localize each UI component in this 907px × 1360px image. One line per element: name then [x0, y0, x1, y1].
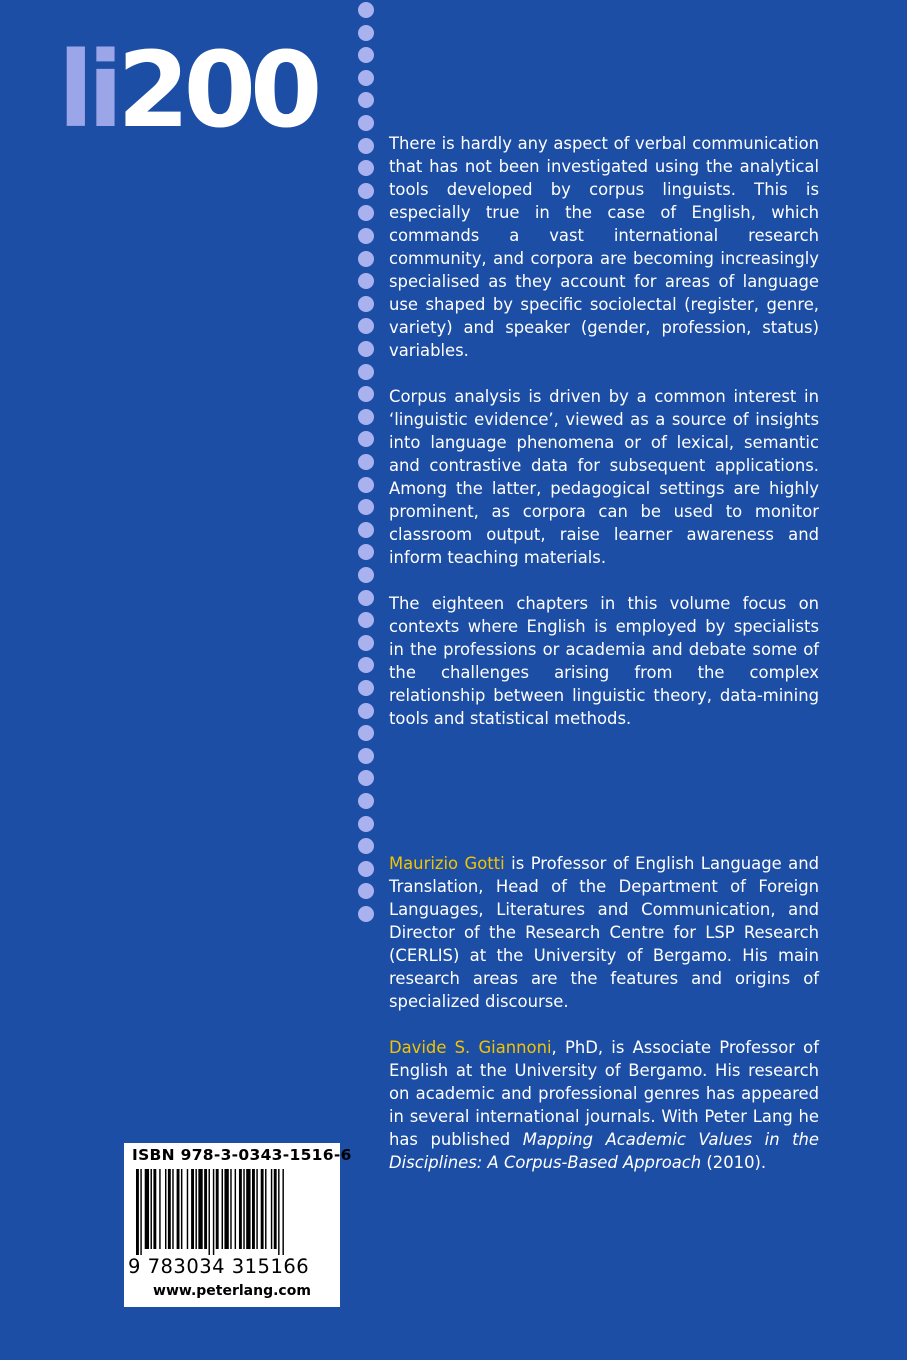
decorative-dot: [358, 47, 374, 63]
decorative-dot: [358, 477, 374, 493]
decorative-dot: [358, 770, 374, 786]
barcode-bar: [168, 1169, 171, 1249]
series-logo-prefix: li: [58, 29, 118, 151]
series-logo: [58, 29, 317, 151]
barcode-bar: [181, 1169, 182, 1249]
series-logo-number: 200: [117, 29, 317, 151]
decorative-dot: [358, 138, 374, 154]
decorative-dot: [358, 409, 374, 425]
barcode-bar: [274, 1169, 277, 1249]
barcode-bar: [271, 1169, 272, 1249]
editor-bio-text: (2010).: [701, 1153, 767, 1172]
editor-name: Maurizio Gotti: [389, 854, 505, 873]
decorative-dot: [358, 273, 374, 289]
decorative-dot: [358, 25, 374, 41]
barcode-bar: [235, 1169, 236, 1249]
decorative-dot: [358, 92, 374, 108]
publisher-url: www.peterlang.com: [153, 1283, 311, 1299]
decorative-dot: [358, 454, 374, 470]
barcode-bar: [136, 1169, 139, 1255]
barcode-bar: [177, 1169, 180, 1249]
isbn-barcode-block: [124, 1143, 352, 1307]
decorative-dot: [358, 183, 374, 199]
barcode-bar: [151, 1169, 152, 1249]
barcode-bar: [191, 1169, 194, 1249]
barcode-bar: [153, 1169, 156, 1249]
decorative-dot: [358, 816, 374, 832]
decorative-dot: [358, 590, 374, 606]
barcode-bar: [172, 1169, 173, 1249]
barcode: [132, 1169, 332, 1255]
barcode-bar: [246, 1169, 250, 1249]
barcode-bar: [282, 1169, 283, 1255]
description-paragraph: The eighteen chapters in this volume focus on contexts where English is employed by specialists in the professions or academia and debate some of the challenges arising from the complex relationship between linguistic theory, data-mining tools and statistical methods.: [389, 594, 819, 728]
book-description: [389, 132, 819, 753]
decorative-dot: [358, 657, 374, 673]
decorative-dot: [358, 861, 374, 877]
decorative-dot: [358, 838, 374, 854]
decorative-dot: [358, 205, 374, 221]
barcode-bar: [204, 1169, 207, 1249]
barcode-bar: [213, 1169, 214, 1255]
barcode-bar: [187, 1169, 188, 1249]
decorative-dot: [358, 431, 374, 447]
editor-bio: [389, 852, 819, 1013]
decorative-dot: [358, 318, 374, 334]
decorative-dot: [358, 680, 374, 696]
description-paragraph: There is hardly any aspect of verbal communication that has not been investigated using the analytical tools developed by corpus linguists. This is especially true in the case of English, which commands a vast international research community, and corpora are becoming increasingly specialised as they account for areas of language use shaped by specific sociolectal (register, genre, variety) and speaker (gender, profession, status) variables.: [389, 134, 819, 360]
decorative-dot: [358, 748, 374, 764]
decorative-dot: [358, 703, 374, 719]
decorative-dot: [358, 499, 374, 515]
barcode-bar: [140, 1169, 141, 1255]
editor-bios: [389, 852, 819, 1197]
description-paragraph: Corpus analysis is driven by a common interest in ‘linguistic evidence’, viewed as a source of insights into language phenomena or of lexical, semantic and contrastive data for subsequent applications. Among the latter, pedagogical settings are highly prominent, as corpora can be used to monitor classroom output, raise learner awareness and inform teaching materials.: [389, 387, 819, 567]
decorative-dot: [358, 522, 374, 538]
decorative-dot: [358, 228, 374, 244]
editor-bio-text: , PhD, is Associate Professor of English at the University of Bergamo. His research on academic and professional genres has appeared in several international journals. With Peter Lang he has published: [389, 1038, 819, 1149]
decorative-dot: [358, 2, 374, 18]
isbn-label: ISBN 978-3-0343-1516-6: [132, 1146, 352, 1164]
decorative-dot: [358, 612, 374, 628]
decorative-dot-column: [356, 0, 376, 930]
book-title: Mapping Academic Values in the Disciplines: A Corpus-Based Approach: [389, 1130, 819, 1172]
barcode-bar: [209, 1169, 210, 1255]
barcode-bar: [230, 1169, 231, 1249]
barcode-bar: [278, 1169, 279, 1255]
barcode-bar: [159, 1169, 160, 1249]
barcode-bar: [195, 1169, 196, 1249]
decorative-dot: [358, 160, 374, 176]
decorative-dot: [358, 296, 374, 312]
barcode-digits: 9 783034 315166: [128, 1255, 310, 1278]
barcode-bar: [239, 1169, 242, 1249]
decorative-dot: [358, 567, 374, 583]
decorative-dot: [358, 635, 374, 651]
decorative-dot: [358, 341, 374, 357]
barcode-bar: [265, 1169, 266, 1249]
decorative-dot: [358, 364, 374, 380]
barcode-bar: [256, 1169, 257, 1249]
decorative-dot: [358, 70, 374, 86]
decorative-dot: [358, 544, 374, 560]
barcode-bar: [216, 1169, 219, 1249]
decorative-dot: [358, 793, 374, 809]
editor-bio-text: is Professor of English Language and Translation, Head of the Department of Foreign Languages, Literatures and Communication, and Director of the Research Centre for LSP Research (CERLIS) at the University of Bergamo. His main research areas are the features and origins of specialized discourse.: [389, 854, 820, 1011]
barcode-bar: [165, 1169, 166, 1249]
barcode-bar: [252, 1169, 255, 1249]
decorative-dot: [358, 386, 374, 402]
barcode-bar: [224, 1169, 228, 1249]
barcode-bar: [145, 1169, 149, 1249]
decorative-dot: [358, 883, 374, 899]
decorative-dot: [358, 725, 374, 741]
editor-bio: [389, 1036, 819, 1174]
barcode-bar: [222, 1169, 223, 1249]
barcode-bar: [261, 1169, 264, 1249]
barcode-bar: [243, 1169, 244, 1249]
decorative-dot: [358, 906, 374, 922]
editor-name: Davide S. Giannoni: [389, 1038, 552, 1057]
decorative-dot: [358, 251, 374, 267]
barcode-bar: [198, 1169, 202, 1249]
decorative-dot: [358, 115, 374, 131]
